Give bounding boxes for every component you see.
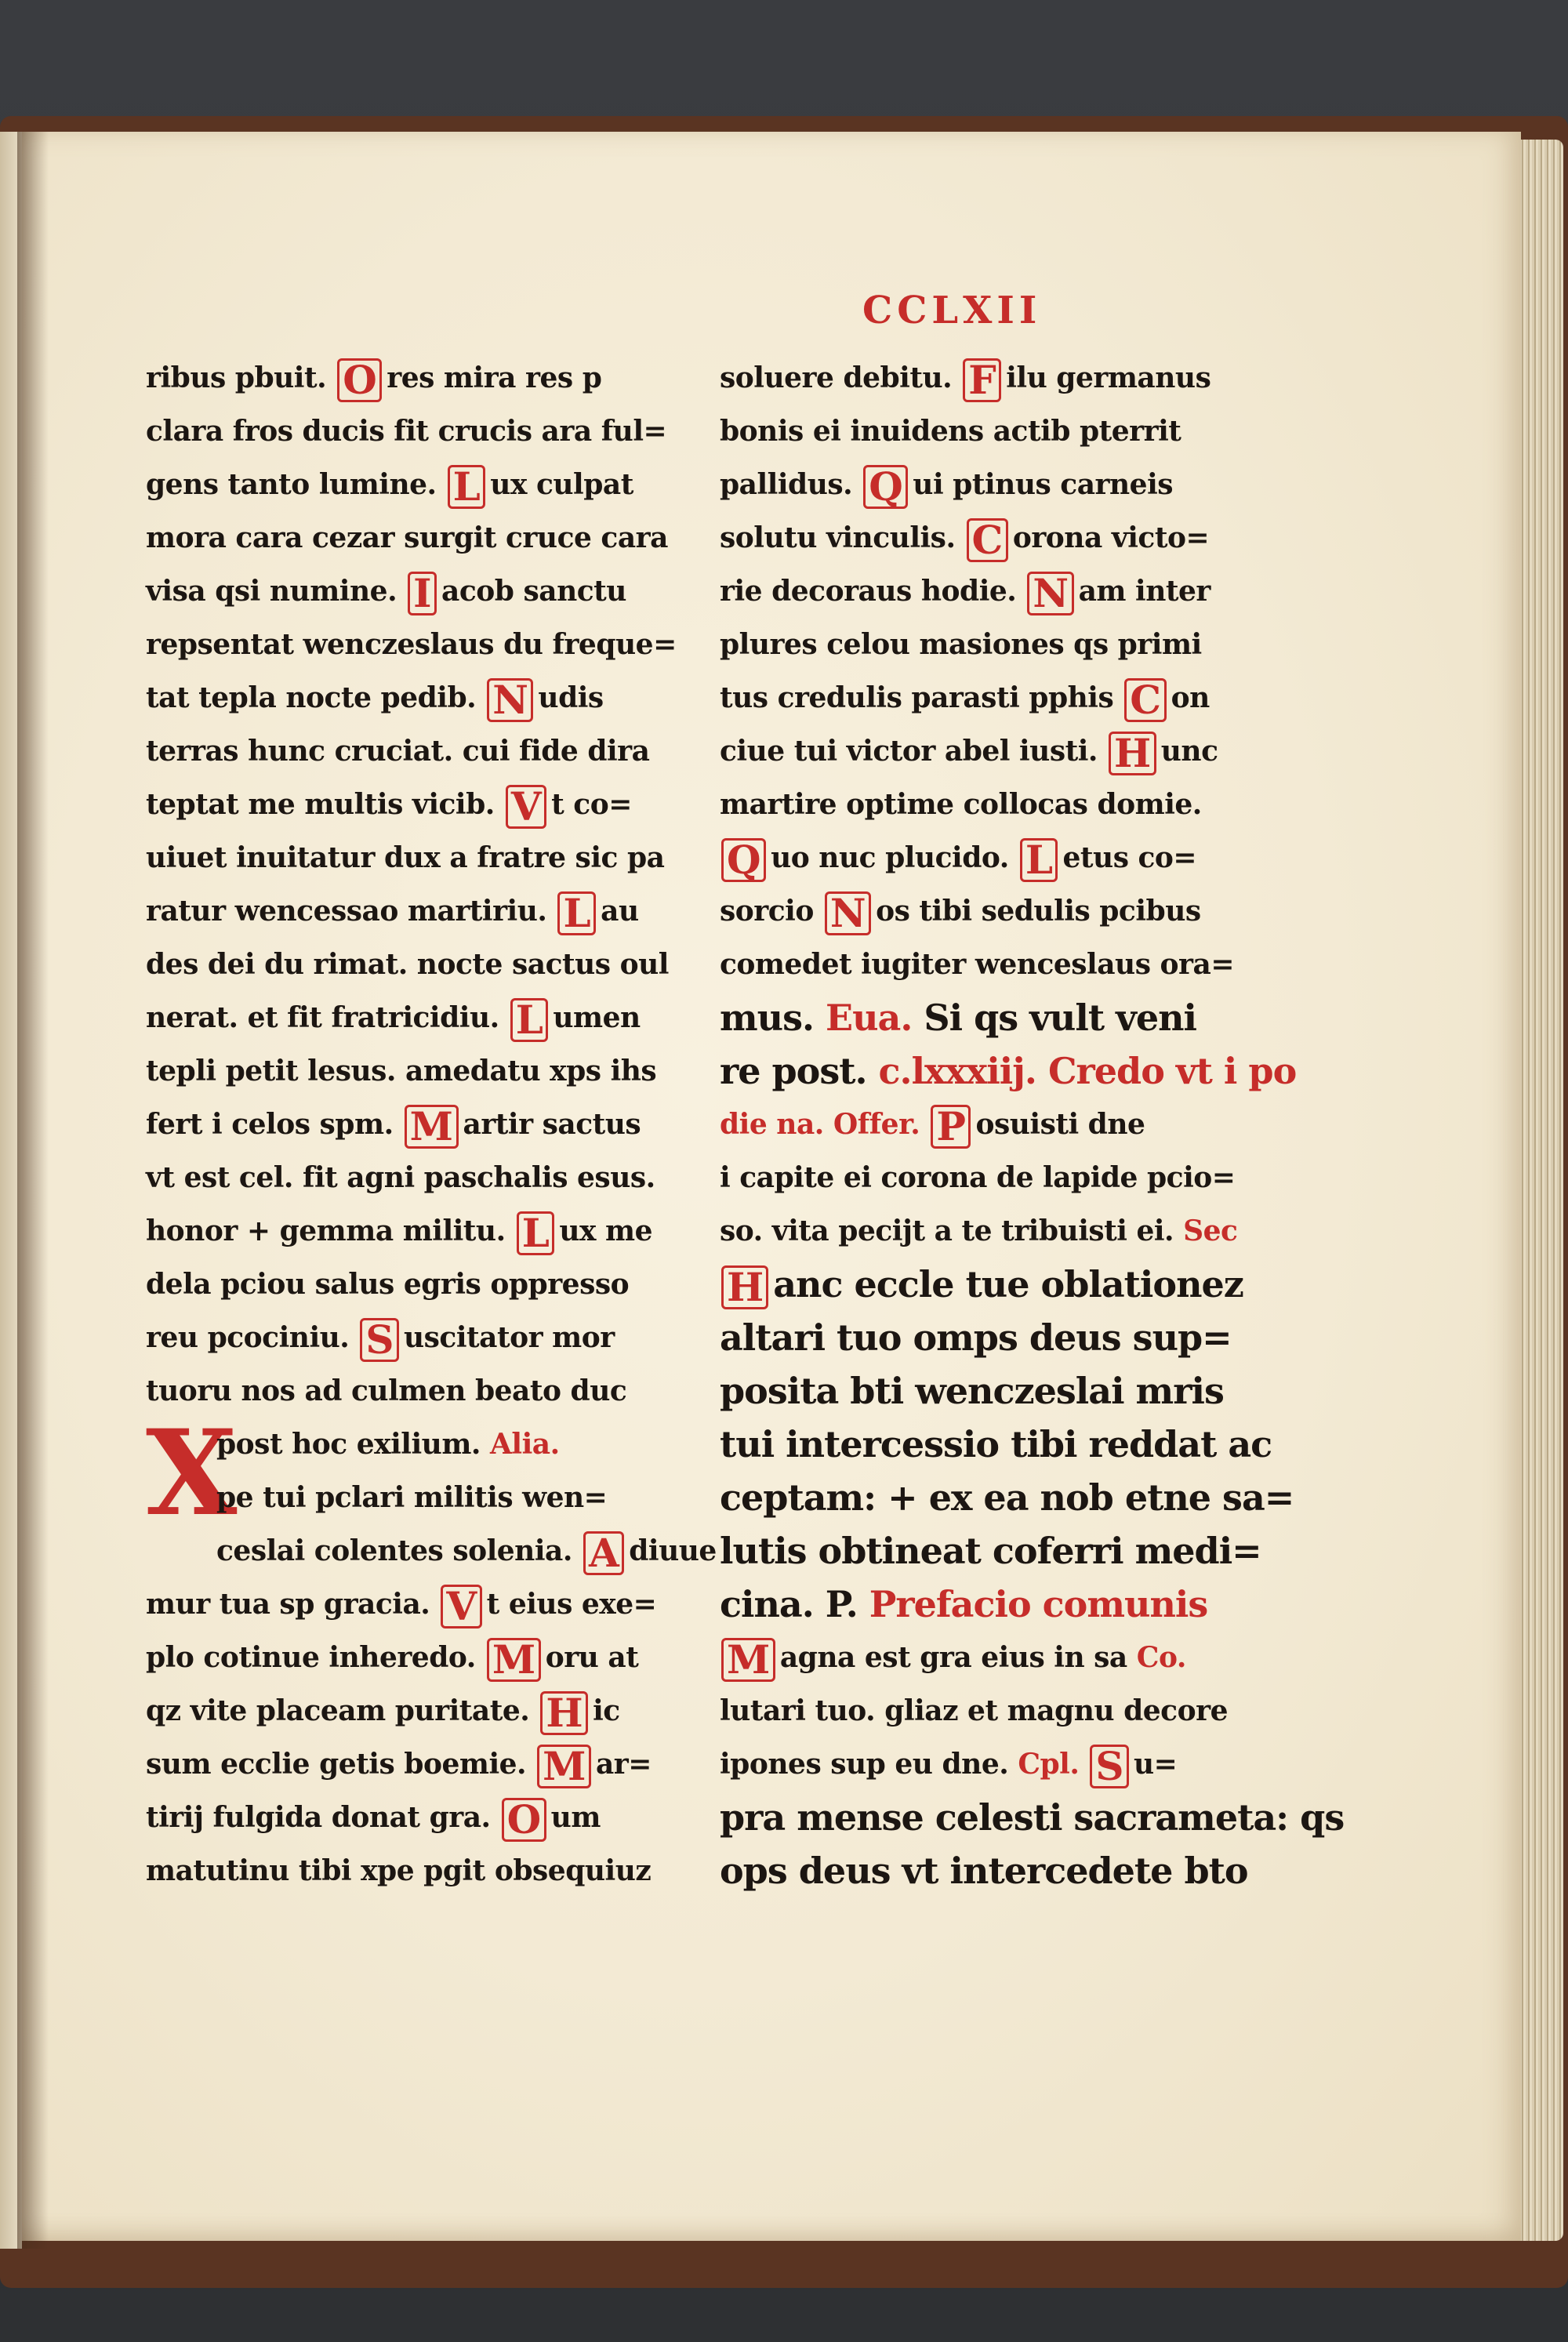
text-line (720, 1844, 1248, 1897)
text-line (146, 1364, 648, 1418)
text-line (720, 724, 1237, 778)
line-text: so. vita pecijt a te tribuisti ei. (720, 1215, 1184, 1247)
text-line (146, 1791, 648, 1844)
initial-capital: M (405, 1105, 459, 1149)
line-text: orona victo= (1012, 521, 1210, 554)
initial-capital: A (583, 1531, 624, 1575)
page-gutter-shadow (17, 132, 49, 2249)
initial-capital: L (448, 465, 486, 509)
line-text: osuisti dne (975, 1108, 1145, 1141)
line-text: visa qsi numine. (146, 575, 407, 608)
text-line (146, 405, 667, 458)
initial-capital: M (721, 1638, 775, 1682)
initial-capital: F (963, 358, 1001, 402)
text-line (720, 1631, 1237, 1684)
initial-capital: C (1124, 678, 1166, 722)
line-text: acob sanctu (441, 575, 626, 608)
left-text-column (146, 351, 717, 1897)
line-text: mus. (720, 997, 826, 1039)
text-line (720, 405, 1237, 458)
text-line (146, 1258, 648, 1311)
text-line (720, 1737, 1237, 1791)
text-line (720, 351, 1237, 405)
text-line (720, 1578, 1237, 1631)
line-text: anc eccle tue oblationez (773, 1263, 1243, 1305)
line-text: repsentat wenczeslaus du freque= (146, 628, 677, 661)
line-text: ops deus vt intercedete bto (720, 1850, 1248, 1892)
text-line (720, 1471, 1294, 1524)
line-text: solutu vinculis. (720, 521, 965, 554)
rubric-text: Prefacio comunis (869, 1583, 1208, 1625)
initial-capital: S (360, 1318, 399, 1362)
line-text: agna est gra eius in sa (779, 1641, 1137, 1674)
text-line (146, 1631, 648, 1684)
text-line (146, 618, 677, 671)
line-text: gens tanto lumine. (146, 468, 446, 501)
initial-capital: M (537, 1745, 591, 1788)
initial-capital: Q (721, 838, 766, 882)
initial-capital: N (487, 678, 533, 722)
text-line (146, 991, 648, 1044)
initial-capital: N (1027, 572, 1073, 615)
line-text: umen (553, 1001, 641, 1034)
line-text: lutari tuo. gliaz et magnu decore (720, 1694, 1228, 1727)
text-line (146, 1471, 648, 1524)
line-text: uscitator mor (403, 1321, 615, 1354)
rubric-text: c.lxxxiij. Credo (878, 1050, 1176, 1092)
text-line (146, 458, 648, 511)
line-text: terras hunc cruciat. cui fide dira (146, 735, 650, 768)
text-line (146, 1844, 652, 1897)
right-text-column (720, 351, 1345, 1897)
text-line (146, 938, 669, 991)
rubric-text: vt i po (1175, 1050, 1297, 1092)
text-line (720, 1098, 1237, 1151)
line-text: nerat. et fit fratricidiu. (146, 1001, 509, 1034)
initial-capital: H (540, 1691, 588, 1735)
text-line (720, 1311, 1237, 1364)
line-text: dela pciou salus egris oppresso (146, 1268, 630, 1301)
line-text: plures celou masiones qs primi (720, 628, 1202, 661)
line-text: vt est cel. fit agni paschalis esus. (146, 1161, 655, 1194)
initial-capital: H (721, 1265, 768, 1309)
text-line (146, 1151, 655, 1204)
initial-capital: S (1090, 1745, 1129, 1788)
initial-capital: N (825, 891, 871, 935)
line-text: ribus pbuit. (146, 361, 336, 394)
text-line (146, 671, 648, 724)
line-text: tepli petit lesus. amedatu xps ihs (146, 1055, 657, 1087)
line-text: au (601, 895, 639, 928)
line-text: post hoc exilium. (216, 1428, 490, 1461)
line-text: cina. P. (720, 1583, 869, 1625)
text-line (146, 778, 648, 831)
line-text: rie decoraus hodie. (720, 575, 1026, 608)
line-text: uiuet inuitatur dux a fratre sic pa (146, 841, 665, 874)
line-text: teptat me multis vicib. (146, 788, 504, 821)
line-text: artir sactus (463, 1108, 641, 1141)
initial-capital: O (502, 1798, 546, 1842)
line-text: pra mense celesti sacrameta: qs (720, 1796, 1345, 1839)
text-line (720, 618, 1237, 671)
line-text: ciue tui victor abel iusti. (720, 735, 1107, 768)
line-text: ratur wencessao martiriu. (146, 895, 557, 928)
initial-capital: L (557, 891, 596, 935)
drop-capital: X (146, 1404, 238, 1542)
text-line (720, 1524, 1261, 1578)
line-text: honor + gemma militu. (146, 1215, 515, 1247)
folio-number: CCLXII (862, 289, 1042, 332)
line-text: os tibi sedulis pcibus (876, 895, 1201, 928)
text-line (146, 1311, 648, 1364)
initial-capital: M (487, 1638, 541, 1682)
line-text: comedet iugiter wenceslaus ora= (720, 948, 1235, 981)
initial-capital: H (1109, 732, 1156, 775)
line-text: tus credulis parasti pphis (720, 681, 1123, 714)
text-line (146, 1737, 652, 1791)
text-line (720, 565, 1237, 618)
line-text: ar= (595, 1748, 652, 1781)
line-text: clara fros ducis fit crucis ara ful= (146, 415, 667, 448)
text-line (146, 565, 648, 618)
text-line (146, 831, 665, 884)
text-line (720, 1258, 1243, 1311)
line-text: pallidus. (720, 468, 862, 501)
text-line (720, 511, 1237, 565)
line-text: altari tuo omps deus sup= (720, 1316, 1232, 1359)
text-line (146, 884, 648, 938)
line-text: mora cara cezar surgit cruce cara (146, 521, 668, 554)
line-text: posita bti wenczeslai mris (720, 1370, 1224, 1412)
text-line (146, 724, 648, 778)
line-text: sorcio (720, 895, 823, 928)
text-line (720, 1364, 1237, 1418)
line-text: ui ptinus carneis (913, 468, 1174, 501)
text-line (146, 1044, 657, 1098)
text-line (146, 1098, 648, 1151)
line-text: ipones sup eu dne. (720, 1748, 1018, 1781)
line-text: mur tua sp gracia. (146, 1588, 440, 1621)
line-text: um (550, 1801, 601, 1834)
text-line (146, 1684, 648, 1737)
line-text: soluere debitu. (720, 361, 962, 394)
text-line (720, 991, 1237, 1044)
text-line (146, 1204, 653, 1258)
line-text: ux culpat (490, 468, 633, 501)
line-text: tui intercessio tibi reddat ac (720, 1423, 1272, 1465)
text-line (720, 1204, 1237, 1258)
text-line (720, 458, 1237, 511)
text-line (146, 511, 668, 565)
line-text: plo cotinue inheredo. (146, 1641, 485, 1674)
text-line (146, 1524, 717, 1578)
initial-capital: Q (863, 465, 908, 509)
line-text: i capite ei corona de lapide pcio= (720, 1161, 1236, 1194)
line-text: ilu germanus (1006, 361, 1211, 394)
line-text: Si qs vult veni (924, 997, 1196, 1039)
line-text: unc (1160, 735, 1218, 768)
line-text: qz vite placeam puritate. (146, 1694, 539, 1727)
initial-capital: L (517, 1211, 555, 1255)
line-text: ic (593, 1694, 620, 1727)
line-text: matutinu tibi xpe pgit obsequiuz (146, 1854, 652, 1887)
line-text: diuue (629, 1534, 717, 1567)
line-text: ux me (559, 1215, 653, 1247)
rubric-text: Alia. (489, 1428, 560, 1461)
line-text: uo nuc plucido. (771, 841, 1018, 874)
initial-capital: L (510, 998, 549, 1042)
line-text: bonis ei inuidens actib pterrit (720, 415, 1181, 448)
initial-capital: P (931, 1105, 971, 1149)
text-line (720, 671, 1237, 724)
initial-capital: I (408, 572, 437, 615)
text-line (720, 1684, 1237, 1737)
text-line (146, 1418, 648, 1471)
text-line (720, 778, 1237, 831)
line-text: reu pcociniu. (146, 1321, 359, 1354)
text-line (720, 1151, 1237, 1204)
line-text: sum ecclie getis boemie. (146, 1748, 536, 1781)
rubric-text: Cpl. (1018, 1748, 1089, 1781)
line-text: des dei du rimat. nocte sactus oul (146, 948, 669, 981)
initial-capital: V (441, 1585, 481, 1629)
rubric-text: Eua. (826, 997, 924, 1039)
text-line (720, 884, 1237, 938)
line-text: u= (1134, 1748, 1178, 1781)
line-text: fert i celos spm. (146, 1108, 403, 1141)
line-text: etus co= (1062, 841, 1197, 874)
text-line (720, 1044, 1297, 1098)
text-line (720, 1791, 1345, 1844)
line-text: res mira res p (387, 361, 602, 394)
line-text: martire optime collocas domie. (720, 788, 1202, 821)
text-line (720, 1418, 1272, 1471)
line-text: tirij fulgida donat gra. (146, 1801, 500, 1834)
rubric-text: Co. (1136, 1641, 1186, 1674)
line-text: am inter (1078, 575, 1210, 608)
text-line (720, 831, 1237, 884)
line-text: re post. (720, 1050, 879, 1092)
rubric-text: Sec (1183, 1215, 1238, 1247)
initial-capital: L (1020, 838, 1058, 882)
text-line (146, 1578, 657, 1631)
line-text: pe tui pclari militis wen= (216, 1481, 608, 1514)
line-text: on (1171, 681, 1210, 714)
rubric-text: die na. Offer. (720, 1108, 930, 1141)
line-text: ceslai colentes solenia. (216, 1534, 582, 1567)
line-text: t co= (551, 788, 632, 821)
initial-capital: V (506, 785, 546, 829)
line-text: lutis obtineat coferri medi= (720, 1530, 1261, 1572)
initial-capital: O (337, 358, 382, 402)
line-text: oru at (545, 1641, 639, 1674)
text-line (720, 938, 1237, 991)
line-text: udis (538, 681, 604, 714)
line-text: t eius exe= (486, 1588, 657, 1621)
line-text: tat tepla nocte pedib. (146, 681, 486, 714)
line-text: tuoru nos ad culmen beato duc (146, 1374, 627, 1407)
text-line (146, 351, 648, 405)
line-text: ceptam: + ex ea nob etne sa= (720, 1476, 1294, 1519)
initial-capital: C (967, 518, 1008, 562)
